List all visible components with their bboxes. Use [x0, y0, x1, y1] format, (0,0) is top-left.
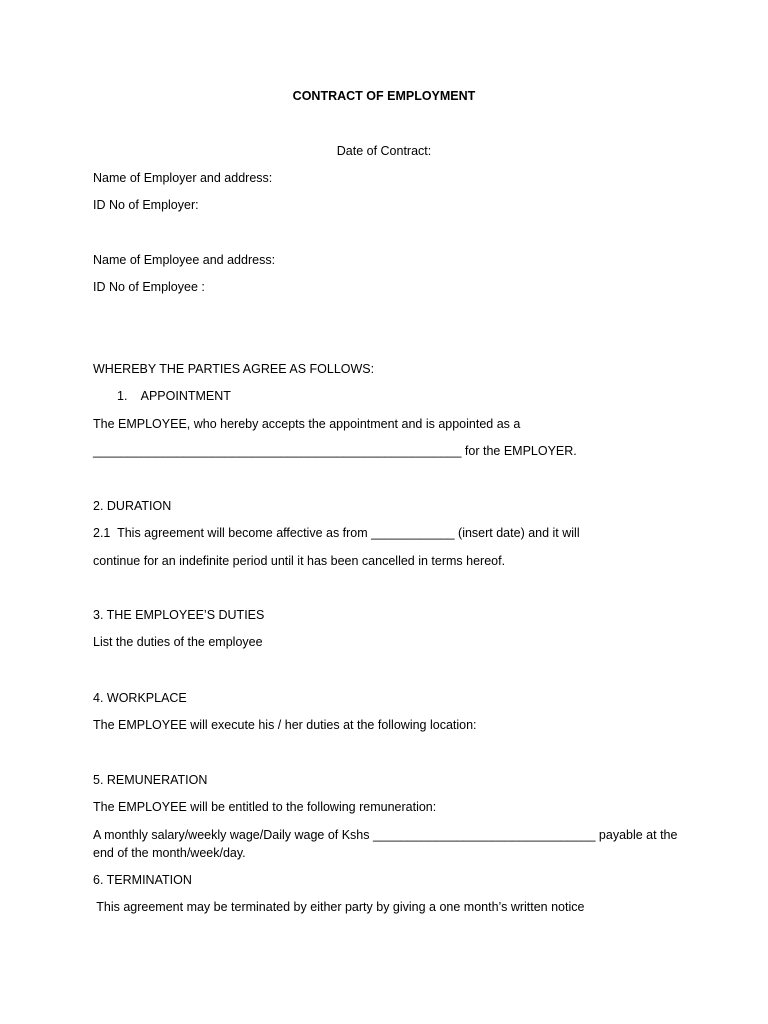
section-5-heading: 5. REMUNERATION — [93, 773, 208, 787]
section-1-position-blank: _____________________________________________________ for the EMPLOYER. — [93, 444, 577, 458]
section-1-text: The EMPLOYEE, who hereby accepts the appointment and is appointed as a — [93, 417, 521, 431]
date-of-contract-label: Date of Contract: — [336, 144, 432, 158]
section-5-text: The EMPLOYEE will be entitled to the following remuneration: — [93, 800, 437, 814]
employee-id-label: ID No of Employee : — [93, 280, 205, 294]
employer-name-label: Name of Employer and address: — [93, 171, 273, 185]
section-6-text: This agreement may be terminated by either party by giving a one month’s written notice — [93, 900, 585, 914]
section-2-heading: 2. DURATION — [93, 499, 172, 513]
whereby-clause: WHEREBY THE PARTIES AGREE AS FOLLOWS: — [93, 362, 375, 376]
section-3-heading: 3. THE EMPLOYEE’S DUTIES — [93, 608, 265, 622]
section-4-heading: 4. WORKPLACE — [93, 691, 187, 705]
section-6-heading: 6. TERMINATION — [93, 873, 192, 887]
section-2-text-line-1: 2.1 This agreement will become affective as from ____________ (insert date) and it will — [93, 526, 580, 540]
section-5-salary-text: A monthly salary/weekly wage/Daily wage of Kshs ________________________________ payable at the end of the month/week/day. — [93, 828, 678, 860]
section-4-text: The EMPLOYEE will execute his / her duties at the following location: — [93, 718, 477, 732]
employer-id-label: ID No of Employer: — [93, 198, 199, 212]
section-2-text-line-2: continue for an indefinite period until it has been cancelled in terms hereof. — [93, 554, 506, 568]
section-1-heading: 1. APPOINTMENT — [117, 389, 231, 403]
employee-name-label: Name of Employee and address: — [93, 253, 276, 267]
section-3-text: List the duties of the employee — [93, 635, 263, 649]
document-title: CONTRACT OF EMPLOYMENT — [292, 89, 476, 103]
